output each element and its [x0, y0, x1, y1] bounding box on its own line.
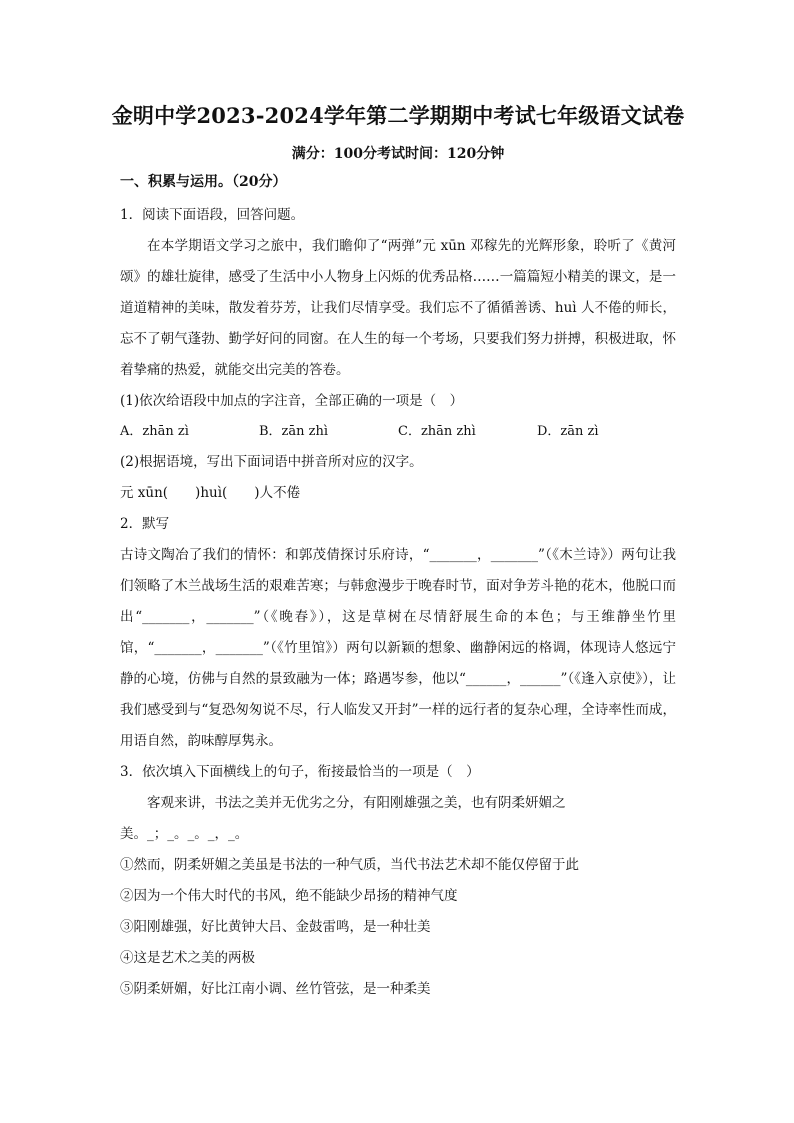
fill-blank-b: huì( )人不倦	[200, 485, 301, 501]
question-3-item-4: ④这是艺术之美的两极	[120, 950, 255, 966]
exam-page	[111, 100, 685, 1005]
option-a: A．zhān zì	[120, 424, 189, 439]
question-1-fill-blanks	[120, 478, 676, 509]
section-heading: 一、积累与运用。（20分）	[120, 174, 287, 190]
question-3-stem: 3．依次填入下面横线上的句子，衔接最恰当的一项是（ ）	[120, 764, 480, 780]
option-c: C．zhān zhì	[398, 424, 476, 439]
question-1-options	[120, 417, 676, 447]
question-3-item-3: ③阳刚雄强，好比黄钟大吕、金鼓雷鸣，是一种壮美	[120, 919, 431, 935]
option-b: B．zān zhì	[259, 424, 329, 439]
question-2-passage: 古诗文陶冶了我们的情怀：和郭茂倩探讨乐府诗，“_______，_______”（《木兰诗》）两句让我们领略了木兰战场生活的艰难苦寒；与韩愈漫步于晚春时节，面对争芳斗艳的花木，他脱口而出“_______，_______”（《晚春》），这是草树在尽情舒展生命的本色；与王维静坐竹里馆，“_______，_______”（《竹里馆》）两句以新颖的想象、幽静闲远的格调，体现诗人悠远宁静的心境，仿佛与自然的景致融为一体；路遇岑参，他以“______，______”（《逢入京使》），让我们感受到与“复恐匆匆说不尽，行人临发又开封”一样的远行者的复杂心理，全诗率性而成，用语自然，韵味醇厚隽永。	[120, 547, 676, 749]
question-1-passage: 在本学期语文学习之旅中，我们瞻仰了“两弹”元 xūn 邓稼先的光辉形象，聆听了《黄河颂》的雄壮旋律，感受了生活中小人物身上闪烁的优秀品格……一篇篇短小精美的课文，是一道道精神的美味，散发着芬芳，让我们尽情享受。我们忘不了循循善诱、huì 人不倦的师长，忘不了朝气蓬勃、勤学好问的同窗。在人生的每一个考场，只要我们努力拼搏，积极进取，怀着挚痛的热爱，就能交出完美的答卷。	[120, 238, 676, 378]
question-2-stem: 2．默写	[120, 516, 170, 532]
question-1-sub2: (2)根据语境，写出下面词语中拼音所对应的汉字。	[120, 454, 423, 470]
question-3-item-1: ①然而，阴柔妍媚之美虽是书法的一种气质，当代书法艺术却不能仅停留于此	[120, 857, 579, 873]
question-3-passage-line1: 客观来讲，书法之美并无优劣之分，有阳刚雄强之美，也有阴柔妍媚之	[147, 795, 566, 811]
question-1-sub1: (1)依次给语段中加点的字注音，全部正确的一项是（ ）	[120, 393, 464, 409]
fill-blank-a: 元 xūn( )	[120, 485, 201, 501]
exam-title: 金明中学2023-2024学年第二学期期中考试七年级语文试卷	[111, 103, 685, 128]
exam-subtitle: 满分：100分考试时间：120分钟	[291, 146, 505, 162]
question-3-item-5: ⑤阴柔妍媚，好比江南小调、丝竹管弦，是一种柔美	[120, 981, 431, 997]
question-3-passage-line2: 美。_；_。_。_，_。	[120, 826, 249, 842]
option-d: D．zān zì	[537, 424, 599, 439]
question-3-item-2: ②因为一个伟大时代的书风，绝不能缺少昂扬的精神气度	[120, 888, 458, 904]
question-1-stem: 1．阅读下面语段，回答问题。	[120, 207, 305, 223]
